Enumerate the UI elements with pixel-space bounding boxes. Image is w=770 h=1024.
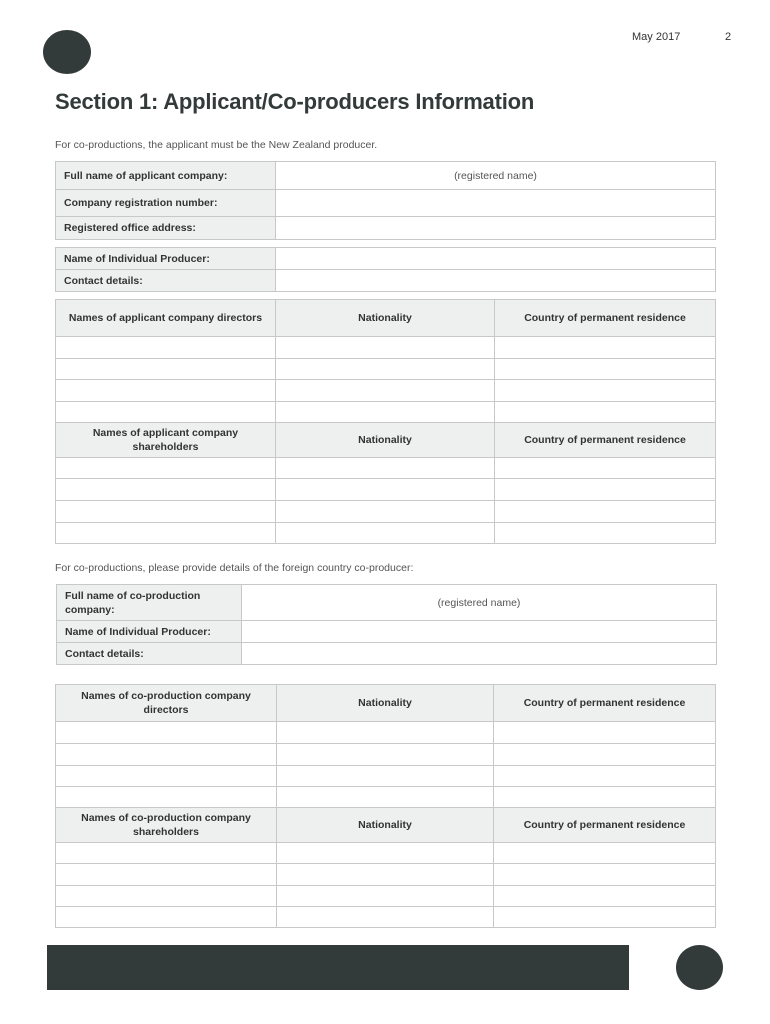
logo-circle-bottom [676, 945, 723, 990]
coprod-directors-country-header: Country of permanent residence [494, 685, 716, 722]
table-row [56, 337, 716, 359]
shareholders-names-header: Names of applicant company shareholders [56, 423, 276, 458]
directors-country-header: Country of permanent residence [495, 300, 716, 337]
table-row [56, 359, 716, 380]
producer-name-field[interactable] [276, 248, 716, 270]
producer-name-label: Name of Individual Producer: [56, 248, 276, 270]
foreign-company-table [56, 584, 717, 665]
coprod-producer-field[interactable] [242, 621, 717, 643]
table-row [56, 458, 716, 479]
page-title: Section 1: Applicant/Co-producers Information [55, 89, 535, 114]
footer-bar [47, 945, 629, 990]
coprod-directors-nationality-header: Nationality [277, 685, 494, 722]
table-row [56, 907, 716, 928]
coprod-shareholders-country-header: Country of permanent residence [494, 808, 716, 843]
contact-details-field[interactable] [276, 270, 716, 292]
registration-number-field[interactable] [276, 190, 716, 217]
registration-number-label: Company registration number: [56, 190, 276, 217]
coprod-full-name-field[interactable]: (registered name) [242, 585, 717, 621]
office-address-label: Registered office address: [56, 217, 276, 240]
shareholders-nationality-header: Nationality [276, 423, 495, 458]
table-row [56, 744, 716, 766]
applicant-company-table [55, 161, 716, 240]
table-row [56, 864, 716, 886]
contact-details-label: Contact details: [56, 270, 276, 292]
shareholders-country-header: Country of permanent residence [495, 423, 716, 458]
page-number: 2 [725, 31, 732, 43]
coprod-full-name-label: Full name of co-production company: [57, 585, 242, 621]
coprod-contact-field[interactable] [242, 643, 717, 665]
table-row [56, 886, 716, 907]
table-row [56, 523, 716, 544]
applicant-directors-table [55, 299, 716, 544]
office-address-field[interactable] [276, 217, 716, 240]
table-row [56, 766, 716, 787]
table-row [56, 843, 716, 864]
table-row [56, 380, 716, 402]
coprod-directors-table [55, 684, 716, 928]
directors-nationality-header: Nationality [276, 300, 495, 337]
table-row [56, 402, 716, 423]
intro-foreign: For co-productions, please provide details of the foreign country co-producer: [55, 562, 414, 574]
table-row [56, 501, 716, 523]
coprod-directors-names-header: Names of co-production company directors [56, 685, 277, 722]
coprod-contact-label: Contact details: [57, 643, 242, 665]
intro-applicant: For co-productions, the applicant must be the New Zealand producer. [55, 139, 378, 151]
header-date: May 2017 [632, 31, 681, 43]
logo-circle-top [43, 30, 91, 74]
full-name-field[interactable]: (registered name) [276, 162, 716, 190]
individual-producer-table [55, 247, 716, 292]
full-name-label: Full name of applicant company: [56, 162, 276, 190]
table-row [56, 479, 716, 501]
table-row [56, 787, 716, 808]
table-row [56, 722, 716, 744]
coprod-shareholders-names-header: Names of co-production company shareholders [56, 808, 277, 843]
directors-names-header: Names of applicant company directors [56, 300, 276, 337]
coprod-shareholders-nationality-header: Nationality [277, 808, 494, 843]
coprod-producer-label: Name of Individual Producer: [57, 621, 242, 643]
